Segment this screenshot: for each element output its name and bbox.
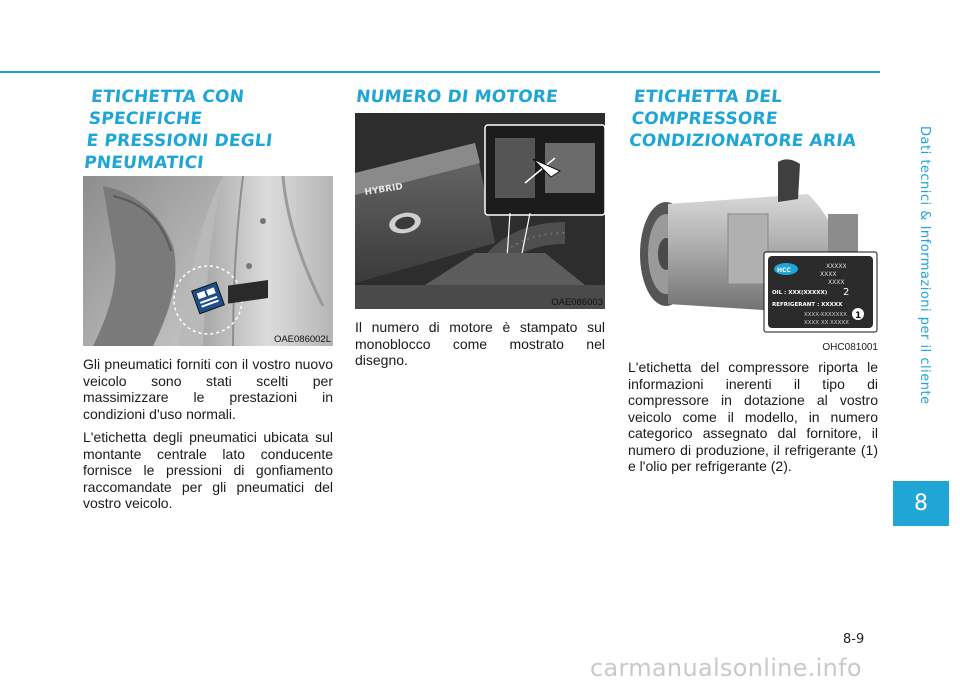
- svg-text:2: 2: [843, 287, 850, 298]
- figure-code: OAE086003: [551, 297, 603, 308]
- body-paragraph: L'etichetta degli pneumatici ubicata sul montante centrale lato conducente fornisce le pressioni di gonfiamento raccomandate per gli pneumatici del vostro veicolo.: [83, 429, 333, 511]
- section-title: NUMERO DI MOTORE: [355, 87, 559, 107]
- svg-text:REFRIGERANT : XXXXX: REFRIGERANT : XXXXX: [772, 302, 843, 308]
- section-title: ETICHETTA CON SPECIFICHE E PRESSIONI DEGLI PNEUMATICI: [83, 87, 274, 173]
- engine-number-figure: [355, 113, 605, 309]
- svg-text:XXXX: XXXX: [828, 279, 845, 286]
- chapter-number-badge: 8: [893, 481, 949, 526]
- header-rule: [0, 71, 880, 73]
- engine-bay-illustration: [355, 113, 605, 309]
- svg-text:OIL : XXX(XXXXX): OIL : XXX(XXXXX): [772, 290, 828, 296]
- section-engine-number: [355, 86, 605, 369]
- tire-label-figure: [83, 176, 333, 346]
- svg-text:XXXX: XXXX: [820, 271, 837, 278]
- svg-text:HCC: HCC: [777, 267, 791, 274]
- body-paragraph: Il numero di motore è stampato sul monoblocco come mostrato nel disegno.: [355, 319, 605, 368]
- section-tire-label: [83, 86, 333, 512]
- compressor-illustration: [628, 154, 878, 340]
- figure-code: OHC081001: [822, 342, 878, 353]
- body-paragraph: Gli pneumatici forniti con il vostro nuovo veicolo sono stati scelti per massimizzare le prestazioni in condizioni d'uso normali.: [83, 356, 333, 422]
- page-number: 8-9: [843, 632, 865, 647]
- figure-code: OAE086002L: [273, 334, 331, 345]
- watermark: carmanualsonline.info: [590, 654, 862, 682]
- body-paragraph: L'etichetta del compressore riporta le informazioni inerenti il tipo di compressore in dotazione al vostro veicolo come il modello, in numero categorico assegnato dal fornitore, il numero di produzione, il refrigerante (1) e l'olio per refrigerante (2).: [628, 359, 878, 474]
- svg-text:XXXX-XXXXXXX: XXXX-XXXXXXX: [804, 312, 847, 318]
- chapter-side-tab: Dati tecnici & Informazioni per il cliente: [917, 125, 932, 405]
- section-ac-compressor-label: [628, 86, 878, 475]
- engine-cover-badge: HYBRID: [363, 182, 404, 198]
- section-title: ETICHETTA DEL COMPRESSORE CONDIZIONATORE ARIA: [628, 87, 858, 151]
- svg-text:XXXXX: XXXXX: [826, 263, 847, 270]
- compressor-figure: [628, 154, 878, 340]
- car-door-pillar-illustration: [83, 176, 333, 346]
- svg-text:1: 1: [855, 311, 862, 321]
- svg-text:XXXX XX XXXXX: XXXX XX XXXXX: [804, 320, 849, 326]
